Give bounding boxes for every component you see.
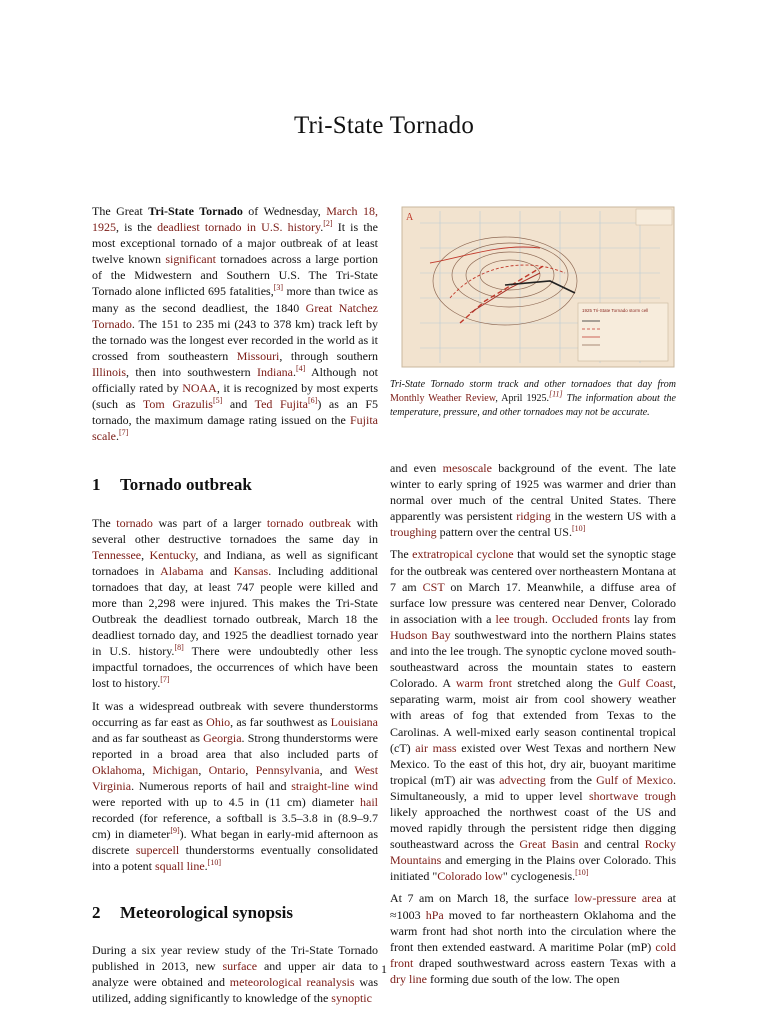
text-run: , and [319,762,355,777]
intro-paragraph [92,203,378,444]
inline-link[interactable]: deadliest tornado in U.S. history [157,220,321,235]
left-column [92,203,378,1012]
storm-track-figure [390,203,676,420]
text-run: on March 17. Meanwhile, a diffuse area of surface low pressure was centered near Denver, Colorado in association with a [390,579,677,626]
inline-link[interactable]: air mass [415,740,457,755]
text-run: . The 151 to 235 mi (243 to 378 km) track left by the tornado was the longest ever recorded in the world as it crossed from southeastern [92,316,378,363]
inline-link[interactable]: extratropical cyclone [412,547,514,562]
inline-link[interactable]: Fujita scale [92,413,378,444]
text-run: , it is recognized by most experts (such as [92,381,379,412]
text-run: southwestward into the northern Plains states and into the lee trough. The synoptic cyclone moved south-southeastward across the mountain states to eastern Colorado. A [390,627,676,691]
text-run: The Great [92,204,149,218]
inline-link[interactable]: Missouri [236,348,280,363]
text-run: , is the [116,220,158,235]
text-run: background of the event. The late winter to early spring of 1925 was warmer and drier than normal over much of the central United States. There apparently was persistent [390,461,676,524]
inline-link[interactable]: hPa [425,907,444,922]
inline-link[interactable]: Tennessee [92,547,142,562]
text-run: were reported with up to 4.5 in (11 cm) diameter [92,795,360,810]
text-run: recorded (for reference, a softball is 3.5–3.8 in (8.9–9.7 cm) in diameter [92,811,378,842]
text-run: more than twice as many as the second deadliest, the 1840 [92,284,378,315]
text-run: existed over West Texas and northern New Mexico. To the east of this hot, dry air, buoyant maritime tropical (mT) air was [390,740,677,787]
inline-link[interactable]: Kansas [233,563,269,578]
text-run: . [115,429,119,444]
section-heading-meteorological-synopsis [92,902,378,922]
citation-link[interactable] [174,644,183,658]
citation-number: [2] [323,219,333,229]
citation-number: [10] [207,858,221,868]
text-run: It is the most exceptional tornado of a major outbreak of at least twelve known [92,220,378,267]
citation-number: [8] [174,643,184,653]
text-run: The [390,547,413,562]
inline-link[interactable]: Ted Fujita [254,397,308,412]
citation-number: [11] [548,389,563,399]
inline-link[interactable]: West Virginia [92,762,379,793]
text-run: , [198,762,209,777]
inline-link[interactable]: NOAA [182,381,217,396]
inline-link[interactable]: Michigan [152,762,199,777]
text-run: and central [578,837,645,852]
inline-link[interactable]: squall line [155,859,205,874]
text-run: , [141,547,150,562]
page-title: Tri-State Tornado [293,112,475,139]
citation-link[interactable] [308,397,317,411]
text-run: likely approached the northwest coast of the US and moved rapidly through the persistent ridge then digging southeastward across the [390,804,676,852]
citation-number: [3] [273,283,284,293]
inline-link[interactable]: tornado [116,515,153,530]
citation-number: [7] [118,428,129,438]
inline-link[interactable]: cold front [390,939,676,970]
text-run: draped southwestward across eastern Texas with a [413,955,676,970]
text-run: There were undoubtedly other less impactful tornadoes, the occurrences of which have been lost to history. [92,644,378,691]
text-run: , [142,762,153,777]
inline-link[interactable]: mesoscale [442,461,492,475]
inline-link[interactable]: Great Natchez Tornado [92,300,378,331]
text-run: , through southern [279,348,379,363]
text-run: stretched along the [511,676,619,691]
inline-link[interactable]: Tom Grazulis [142,397,213,412]
inline-link[interactable]: Alabama [160,563,204,578]
text-run: thunderstorms eventually consolidated into a potent [92,843,379,874]
text-run: . Simultaneously, a mid to upper level [390,772,676,803]
outbreak-paragraph-2 [92,698,378,875]
text-run: Although not officially rated by [92,364,378,396]
text-run: . Strong thunderstorms were reported in a broad area that also included parts of [92,730,379,761]
text-run: from the [545,772,597,787]
inline-link[interactable]: supercell [135,843,180,858]
text-run: At 7 am on March 18, the surface [390,891,575,906]
text-run: " cyclogenesis. [502,869,576,884]
text-run: , [245,762,256,777]
section-number: 1 [92,475,101,495]
section-title: Meteorological synopsis [120,902,293,922]
text-run: at ≈1003 [390,891,676,922]
outbreak-paragraph-1 [92,515,378,692]
inline-link[interactable]: Illinois [92,364,127,379]
inline-link[interactable]: Pennsylvania [255,762,320,777]
text-run: . [204,859,208,874]
inline-link[interactable]: warm front [455,676,512,691]
inline-link[interactable]: dry line [390,971,427,986]
text-run: and as far southeast as [92,730,204,745]
inline-link[interactable]: Gulf of Mexico [596,772,673,787]
inline-link[interactable]: advecting [499,772,546,787]
citation-link[interactable] [296,365,305,379]
inline-link[interactable]: March 18, 1925 [92,204,379,235]
text-run: of Wednesday, [242,204,327,218]
text-run: forming due south of the low. The open [427,971,620,986]
text-run: that would set the synoptic stage for the outbreak was centered over northeastern Montana at 7 am [390,547,677,594]
citation-link[interactable] [572,525,585,539]
inline-link[interactable]: Ontario [208,762,246,777]
citation-link[interactable] [274,284,283,298]
citation-number: [10] [571,524,586,534]
inline-link[interactable]: Oklahoma [92,762,142,777]
section-title: Tornado outbreak [120,475,252,495]
inline-link[interactable]: Kentucky [149,547,196,562]
text-run: The [92,515,117,530]
text-run: tornadoes across a large portion of the Midwestern and Southern U.S. The Tri-State Tornado alone inflicted 695 fatalities, [92,252,378,299]
inline-link[interactable]: surface [222,958,258,973]
inline-link[interactable]: low-pressure area [574,891,662,906]
storm-track-map-image [390,203,676,369]
citation-link[interactable] [170,827,179,841]
inline-link[interactable]: troughing [390,525,437,540]
text-run: pattern over the central US. [436,525,572,540]
map-letter: A [406,212,414,223]
section-heading-tornado-outbreak [92,477,378,493]
inline-link[interactable]: hail [360,795,378,810]
text-run: and [222,397,255,412]
text-run: . Numerous reports of hail and [131,779,292,793]
inline-link[interactable]: Indiana [257,364,293,379]
inline-link[interactable]: Gulf Coast [618,676,673,691]
text-run: . [544,611,552,626]
text-run: . [320,220,324,235]
text-run: . Including additional tornadoes that day, at least 747 people were killed and more than 2,298 were injured. This makes the Tri-State Outbreak the deadliest tornado outbreak, March 18 the deadliest tornado day, and 1925 the deadliest tornado year in U.S. history. [92,563,379,659]
citation-link[interactable] [160,676,169,690]
text-run: , April 1925. [495,393,549,404]
text-run: was part of a larger [152,515,267,530]
inline-link[interactable]: Georgia [203,730,242,745]
citation-link[interactable] [208,859,221,873]
text-run: . [292,364,296,379]
inline-link[interactable]: Ohio [206,714,231,729]
inline-link[interactable]: Colorado low [437,869,503,884]
text-run: and [203,563,234,578]
text-run: , separating warm, moist air from cool showery weather with areas of fog that extended from Texas to the Carolinas. A well-mixed early season continental tropical (cT) [390,676,676,755]
text-run: Tri-State Tornado storm track and other tornadoes that day from [390,379,676,390]
citation-link[interactable] [548,389,563,404]
inline-link[interactable]: straight-line wind [291,779,378,793]
text-run: and even [390,461,443,475]
inline-link[interactable]: shortwave trough [589,788,677,803]
citation-number: [6] [307,396,318,406]
inline-link[interactable]: Monthly Weather Review [390,393,496,404]
section-number: 2 [92,902,101,922]
synopsis-paragraph-3 [390,546,676,884]
inline-link[interactable]: Rocky Mountains [390,837,676,868]
text-run: ) as an F5 tornado, the maximum damage rating issued on the [92,397,379,428]
citation-number: [9] [170,826,180,836]
bold-text: Tri-State Tornado [148,204,243,218]
text-run: , and Indiana, as well as significant tornadoes in [92,547,378,578]
text-run: and upper air data to analyze were obtained and [92,958,378,989]
inline-link[interactable]: ridging [516,509,551,524]
citation-link[interactable] [213,397,222,411]
citation-link[interactable] [323,220,332,234]
inline-link[interactable]: Occluded fronts [551,611,630,626]
text-run: moved to far northeastern Oklahoma and the warm front had shot north into the circulation where the front then extended eastward. A maritime Polar (mP) [390,907,676,954]
synopsis-paragraph-2 [390,460,676,540]
inline-link[interactable]: synoptic [331,990,372,1005]
inline-link[interactable]: Hudson Bay [390,627,451,642]
inline-link[interactable]: tornado outbreak [266,515,352,530]
inline-link[interactable]: meteorological reanalysis [229,974,355,989]
figure-caption [390,378,676,420]
text-run: ). What began in early-mid afternoon as discrete [92,827,379,858]
map-legend-title: 1925 Tri-State Tornado storm cell [582,308,649,313]
citation-link[interactable] [119,429,128,443]
inline-link[interactable]: CST [422,579,445,594]
text-run: , then into southwestern [126,364,257,379]
citation-link[interactable] [575,869,588,883]
inline-link[interactable]: significant [165,252,216,267]
text-run: and emerging in the Plains over Colorado. This initiated " [390,853,676,884]
right-column [390,460,676,993]
text-run: lay from [629,611,676,626]
citation-number: [7] [160,675,170,685]
text-run: was utilized, adding significantly to knowledge of the [92,974,378,1005]
text-run: with several other destructive tornadoes the same day in [92,515,379,546]
citation-number: [5] [212,396,223,406]
inline-link[interactable]: Louisiana [330,714,378,729]
text-run: During a six year review study of the Tri-State Tornado published in 2013, new [92,942,378,973]
citation-number: [10] [575,868,589,878]
text-run: , as far southwest as [230,714,331,729]
text-run: in the western US with a [550,509,677,524]
citation-number: [4] [295,363,306,373]
inline-link[interactable]: Great Basin [519,837,579,852]
text-run: It was a widespread outbreak with severe thunderstorms occurring as far east as [92,698,378,729]
inline-link[interactable]: lee trough [495,611,545,626]
page-number: 1 [381,962,387,976]
text-run: The information about the temperature, pressure, and other tornadoes may not be accurate. [390,393,676,418]
